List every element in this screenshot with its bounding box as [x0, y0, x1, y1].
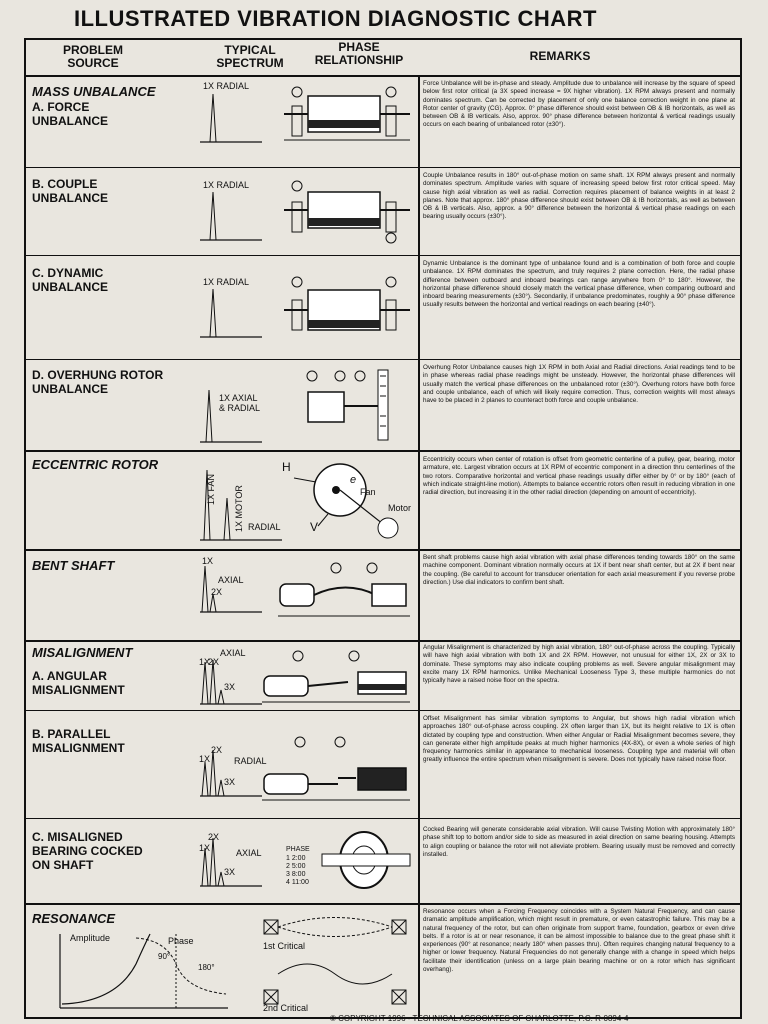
remarks-overhung-rotor-unbalance: Overhung Rotor Unbalance causes high 1X RPM in both Axial and Radial directions. Axial readings tend to be in phase whereas radial phase readings might be unsteady. However, the horizontal phase differences will usually match the vertical phase differences on the unbalanced rotor (±30°). Overhung rotors have both force and couple unbalance, each of which will likely require correction. Thus, correction weights will most always have to be placed in 2 planes to counteract both force and couple unbalance.: [423, 364, 735, 405]
phase-list-item: 3 8:00: [286, 871, 306, 878]
row-divider: [24, 903, 742, 905]
diagram-label-fan: Fan: [360, 487, 376, 497]
spectrum-peak-1x-motor: [224, 498, 230, 540]
group-misalignment: MISALIGNMENT: [32, 645, 133, 660]
spectrum-cocked: [196, 830, 266, 890]
diagram-label-v: V: [310, 520, 319, 534]
phase-list-item: 2 5:00: [286, 863, 306, 870]
header-remarks: REMARKS: [529, 49, 591, 63]
diagram-label-e: e: [350, 474, 357, 486]
spectrum-label: 1X RADIAL: [203, 277, 250, 287]
remarks-resonance: Resonance occurs when a Forcing Frequency coincides with a System Natural Frequency, and can cause dramatic amplitude amplification, which might result in premature, or even catastrophic failure. This may be a natural frequency of the rotor, but can often originate from support frame, foundation, gearbox or even drive belts. If a rotor is at or near resonance, it can be almost impossible to balance due to the great phase shift it experiences (90° at resonance; nearly 180° when passes thru). Often requires changing natural frequency to a higher or lower frequency. Natural Frequencies do not generally change with a change in speed which helps facilitate their identification (unless on a large plain bearing machine or on a rotor which has significant overhang).: [423, 908, 735, 974]
phase-diagram-bent-shaft: [276, 560, 412, 624]
source-dynamic-unbalance: C. DYNAMIC UNBALANCE: [32, 266, 108, 294]
spectrum-label: 2X: [211, 745, 223, 755]
remarks-dynamic-unbalance: Dynamic Unbalance is the dominant type of unbalance found and is a combination of both force and couple unbalance. 1X RPM dominates the spectrum, and truly requires 2 plane correction. Here, the radial phase difference between outboard and inboard bearings can range anywhere from 0° to 180°. However, the horizontal phase difference should closely match the vertical phase difference, when comparing outboard and inboard bearing measurements (±30°). Secondarily, if unbalance predominates, roughly a 90° phase difference usually results between the horizontal and vertical readings on each bearing (±40°).: [423, 260, 735, 309]
resonance-label-90: 90°: [158, 952, 171, 961]
spectrum-label: 1X MOTOR: [234, 485, 244, 532]
spectrum-label: 1X RADIAL: [203, 180, 250, 190]
phase-diagram-dynamic: [282, 270, 412, 348]
spectrum-peak-3x: [218, 690, 224, 704]
source-angular-misalignment: A. ANGULAR MISALIGNMENT: [32, 669, 125, 697]
group-bent-shaft: BENT SHAFT: [32, 558, 115, 573]
phase-list-title: PHASE: [286, 846, 310, 853]
spectrum-label: RADIAL: [248, 522, 281, 532]
row-divider: [24, 255, 742, 256]
row-divider: [24, 818, 742, 819]
remarks-couple-unbalance: Couple Unbalance results in 180° out-of-phase motion on same shaft. 1X RPM always present and normally dominates spectrum. Amplitude varies with square of increasing speed below first rotor critical speed. May cause high axial vibration as well as radial. Correction requires placement of balance weights in at least 2 planes. Note that approx. 180° phase difference should exist between OB & IB horizontals, as well as between OB & IB verticals. Also, approx. a 90° difference between the horizontal & vertical phase readings on each bearing usually occurs (±30°).: [423, 172, 735, 221]
spectrum-label: 2X: [211, 587, 223, 597]
row-divider: [24, 359, 742, 360]
page-title: ILLUSTRATED VIBRATION DIAGNOSTIC CHART: [74, 6, 597, 31]
spectrum-peak-1x: [202, 848, 208, 886]
source-overhung-rotor-unbalance: D. OVERHUNG ROTOR UNBALANCE: [32, 368, 164, 396]
source-force-unbalance: A. FORCE UNBALANCE: [32, 100, 108, 128]
remarks-misaligned-bearing-cocked: Cocked Bearing will generate considerable axial vibration. Will cause Twisting Motion with approximately 180° phase shift top to bottom and/or side to side as measured in axial direction on same bearing housing. Attempts to align coupling or balance the rotor will not alleviate problem. Bearing usually must be removed and correctly installed.: [423, 826, 735, 858]
phase-diagram-angular: [260, 648, 412, 706]
group-eccentric-rotor: ECCENTRIC ROTOR: [32, 457, 159, 472]
header-phase-relationship: PHASE RELATIONSHIP: [314, 40, 404, 67]
phase-diagram-overhung: [300, 366, 412, 446]
diagram-label-motor: Motor: [388, 503, 412, 513]
phase-diagram-couple: [282, 176, 412, 246]
row-divider: [24, 450, 742, 452]
spectrum-peak-1x: [206, 390, 212, 442]
spectrum-parallel: [196, 744, 266, 800]
diagram-label-h: H: [282, 460, 291, 474]
phase-diagram-eccentric: [278, 456, 414, 546]
spectrum-label: 1X: [199, 657, 211, 667]
spectrum-peak-1x: [202, 762, 208, 796]
remarks-angular-misalignment: Angular Misalignment is characterized by high axial vibration, 180° out-of-phase across the coupling. Typically will have high axial vibration with both 1X and 2X RPM. However, not unusual for either 1X, 2X or 3X to dominate. These symptoms may also indicate coupling problems as well. Severe angular misalignment may excite many 1X RPM harmonics. Unlike Mechanical Looseness Type 3, these multiple harmonics do not typically have a raised noise floor on the spectra.: [423, 644, 735, 685]
resonance-label-phase: Phase: [168, 936, 194, 946]
spectrum-label: 2X: [208, 657, 220, 667]
header-typical-spectrum: TYPICAL SPECTRUM: [216, 43, 284, 70]
resonance-label-2nd-critical: 2nd Critical: [263, 1003, 309, 1013]
group-mass-unbalance: MASS UNBALANCE: [32, 84, 156, 99]
spectrum-label: 1X: [202, 556, 214, 566]
spectrum-label: 1X: [199, 754, 211, 764]
spectrum-label: 1X RADIAL: [203, 81, 250, 91]
spectrum-peak-1x: [210, 289, 216, 337]
spectrum-label: AXIAL: [220, 648, 246, 658]
spectrum-peak-1x: [202, 662, 208, 704]
phase-list-item: 1 2:00: [286, 855, 306, 862]
remarks-parallel-misalignment: Offset Misalignment has similar vibration symptoms to Angular, but shows high radial vibration which approaches 180° out-of-phase across coupling. 2X often larger than 1X, but its height relative to 1X is often dictated by coupling type and construction. When either Angular or Radial Misalignment becomes severe, they can generate either high amplitude peaks at much higher harmonics (4X-8X), or even a whole series of high frequency harmonics similar in appearance to mechanical looseness. Coupling type and material will often greatly influence the entire spectrum when misalignment is severe. Does not typically have raised noise floor.: [423, 715, 735, 764]
spectrum-label: 1X: [199, 843, 211, 853]
phase-list-item: 4 11:00: [286, 879, 309, 886]
source-couple-unbalance: B. COUPLE UNBALANCE: [32, 177, 108, 205]
phase-diagram-cocked-bearing: [318, 826, 414, 896]
spectrum-label: 2X: [208, 832, 220, 842]
spectrum-peak-1x: [202, 566, 208, 612]
spectrum-label: AXIAL: [236, 848, 262, 858]
resonance-label-amplitude: Amplitude: [70, 933, 111, 943]
row-divider: [24, 710, 742, 711]
remarks-force-unbalance: Force Unbalance will be in-phase and steady. Amplitude due to unbalance will increase by the square of speed below first rotor critical (a 3X speed increase = 9X higher vibration). 1X RPM always present and normally dominates spectrum. Can be corrected by placement of only one balance correction weight in one plane at Rotor center of gravity (CG). Approx. 0° phase difference should exist between OB & IB horizontals, as well as between OB & IB verticals. Also, approx. 90° phase difference between horizontal & vertical readings usually occurs on each bearing of unbalanced rotor (±30°).: [423, 80, 735, 129]
spectrum-label: RADIAL: [234, 756, 267, 766]
spectrum-label: 1X AXIAL & RADIAL: [219, 393, 261, 413]
remarks-column-divider: [418, 76, 420, 1018]
header-problem-source: PROBLEM SOURCE: [63, 43, 123, 70]
spectrum-label: AXIAL: [218, 575, 244, 585]
row-divider: [24, 549, 742, 551]
phase-diagram-parallel: [260, 734, 412, 804]
copyright-footer: © COPYRIGHT 1996 - TECHNICAL ASSOCIATES OF CHARLOTTE, P.C. R-0894-4: [330, 1014, 629, 1023]
source-misaligned-bearing-cocked: C. MISALIGNED BEARING COCKED ON SHAFT: [32, 830, 143, 872]
spectrum-label: 3X: [224, 867, 236, 877]
spectrum-label: 1X FAN: [206, 473, 216, 505]
spectrum-peak-1x: [210, 192, 216, 240]
remarks-eccentric-rotor: Eccentricity occurs when center of rotation is offset from geometric centerline of a pulley, gear, bearing, motor armature, etc. Largest vibration occurs at 1X RPM of eccentric component in a direction thru centerlines of the two rotors. Comparative horizontal and vertical phase readings usually differ either by 0° or by 180° (each of which indicate straight-line motion). Attempts to balance eccentric rotors often result in reducing vibration in one radial direction, but increasing it in the other radial direction (depending on amount of eccentricity).: [423, 456, 735, 497]
resonance-label-180: 180°: [198, 963, 215, 972]
group-resonance: RESONANCE: [32, 911, 116, 926]
row-divider: [24, 167, 742, 168]
spectrum-label: 3X: [224, 682, 236, 692]
spectrum-label: 3X: [224, 777, 236, 787]
spectrum-overhung: [196, 380, 266, 450]
spectrum-peak-2x: [210, 838, 216, 886]
header-divider: [24, 75, 742, 77]
phase-diagram-force: [282, 82, 412, 146]
remarks-bent-shaft: Bent shaft problems cause high axial vibration with axial phase differences tending towards 180° on the same machine component. Dominant vibration normally occurs at 1X if bent near shaft center, but at 2X if bent near the coupling. (Be careful to account for transducer orientation for each axial measurement if you reverse probe direction.) Use dial indicators to confirm bent shaft.: [423, 554, 735, 586]
row-divider: [24, 640, 742, 642]
source-parallel-misalignment: B. PARALLEL MISALIGNMENT: [32, 727, 125, 755]
resonance-label-1st-critical: 1st Critical: [263, 941, 306, 951]
spectrum-peak-2x: [210, 750, 216, 796]
spectrum-peak-1x: [210, 94, 216, 142]
